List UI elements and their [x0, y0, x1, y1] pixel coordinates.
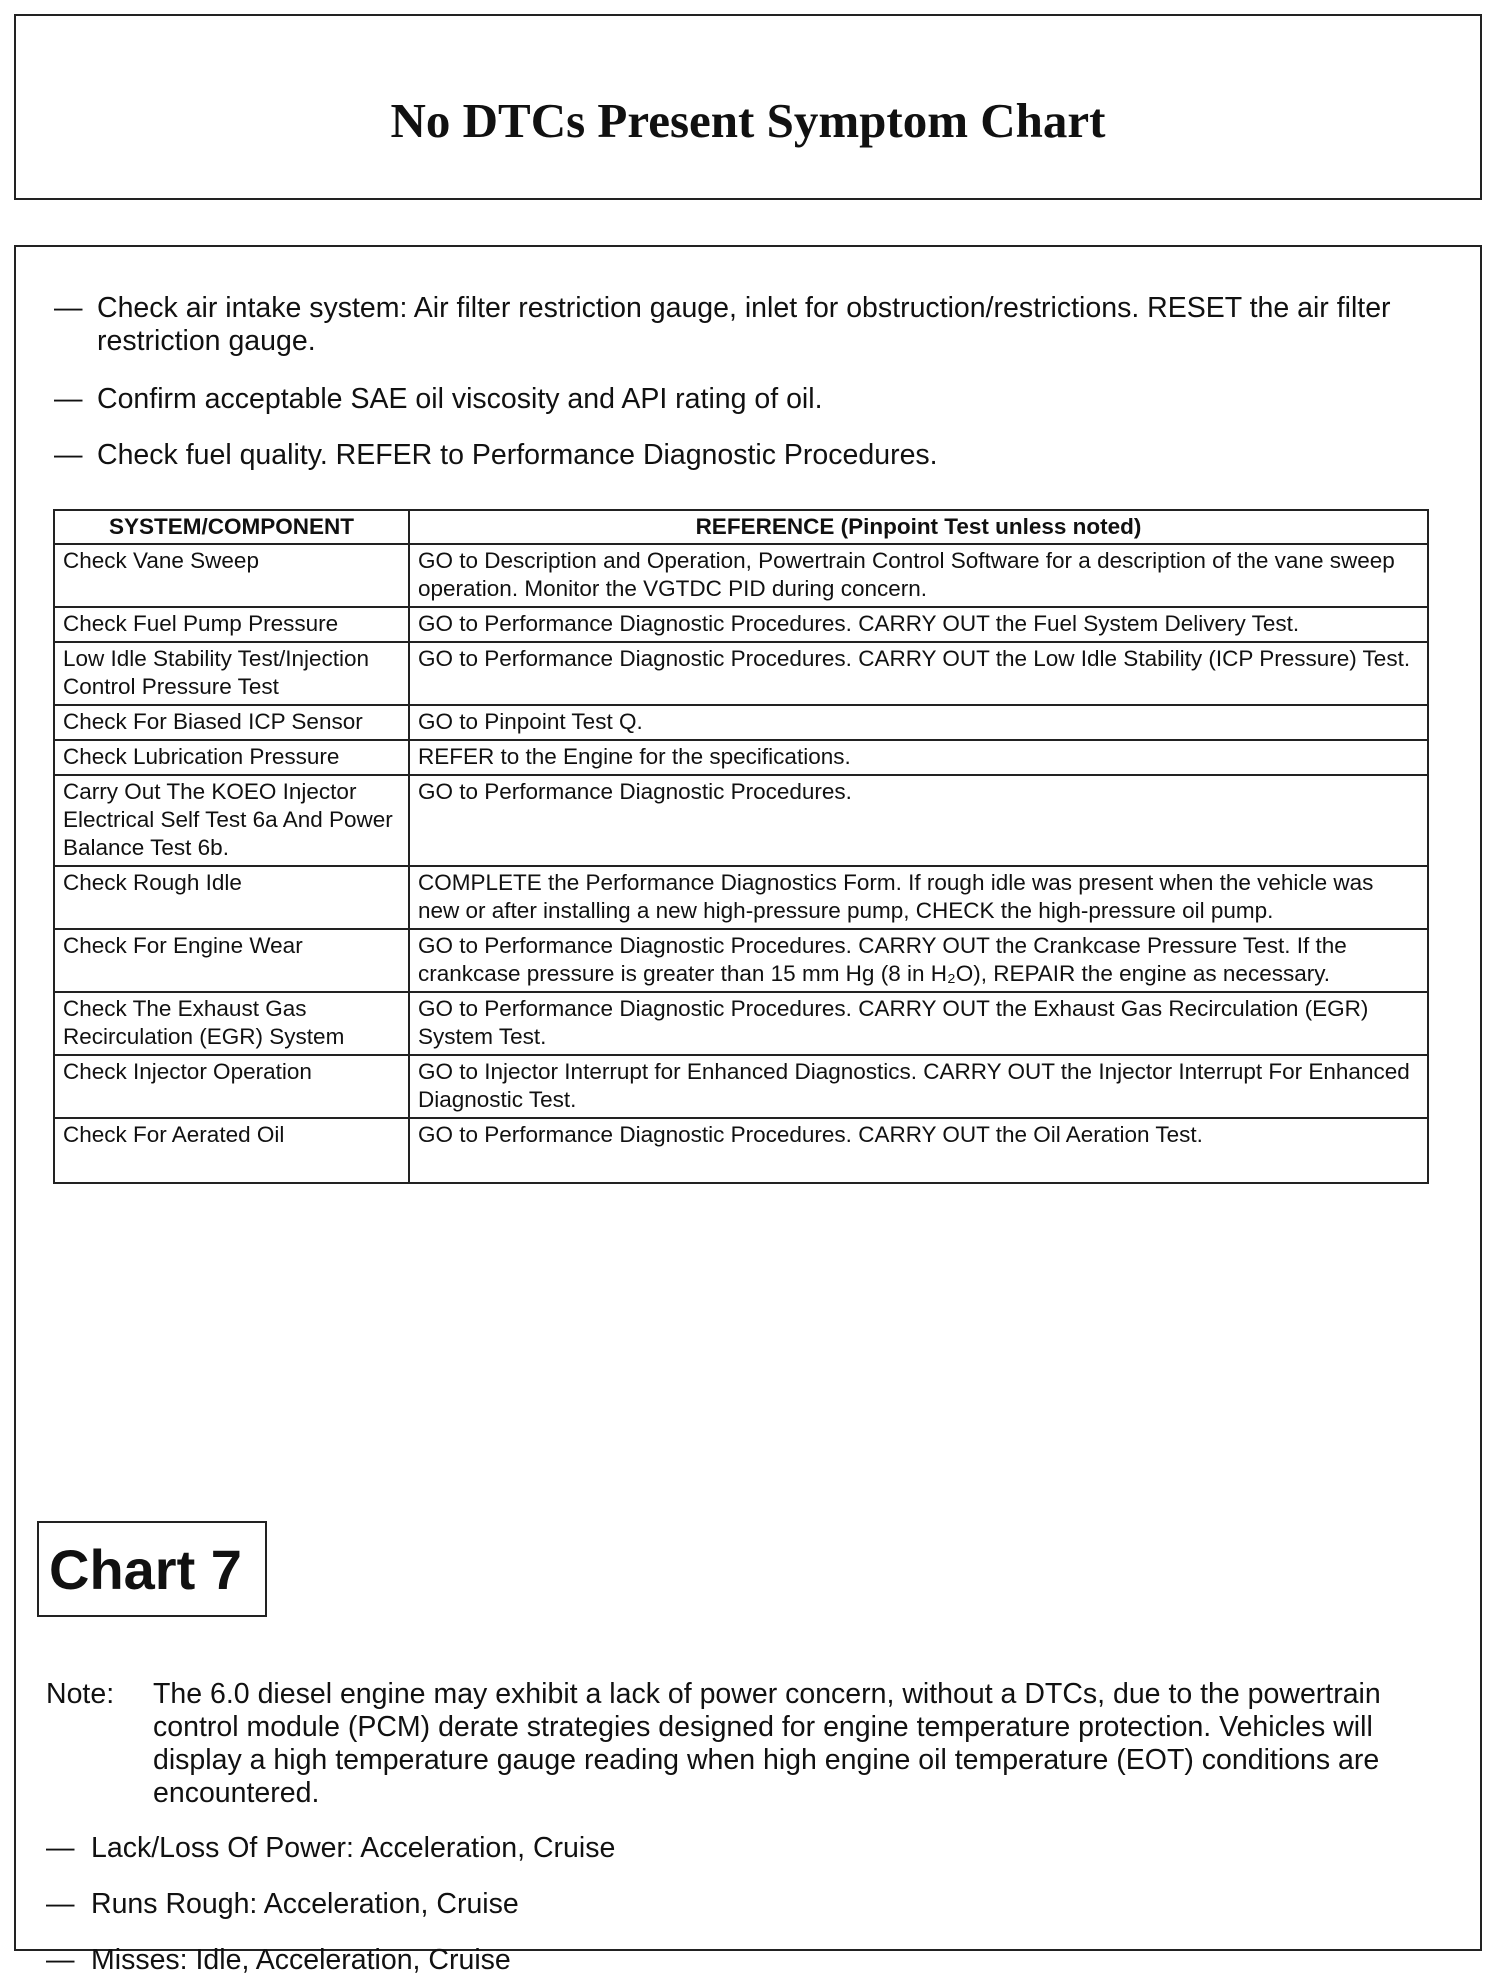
table-row [54, 740, 1428, 775]
table-row [54, 775, 1428, 866]
note-text: The 6.0 diesel engine may exhibit a lack of power concern, without a DTCs, due to the powertrain control module (PCM) derate strategies designed for engine temperature protection. Vehicles will display a high temperature gauge reading when high engine oil temperature (EOT) conditions are encountered. [153, 1678, 1381, 1809]
bullet-text: Check fuel quality. REFER to Performance Diagnostic Procedures. [97, 439, 938, 471]
table-row [54, 992, 1428, 1055]
intro-bullet [54, 383, 1440, 416]
reference-cell: GO to Performance Diagnostic Procedures. CARRY OUT the Low Idle Stability (ICP Pressure) Test. [409, 642, 1428, 705]
column-header-system: SYSTEM/COMPONENT [54, 510, 409, 544]
system-cell: Check Lubrication Pressure [54, 740, 409, 775]
note-paragraph [46, 1678, 1420, 1810]
bullet-dash: — [54, 292, 83, 324]
main-content-box [14, 245, 1482, 1976]
system-cell: Check The Exhaust Gas Recirculation (EGR) System [54, 992, 409, 1055]
table-row [54, 544, 1428, 607]
reference-cell: GO to Injector Interrupt for Enhanced Diagnostics. CARRY OUT the Injector Interrupt For Enhanced Diagnostic Test. [409, 1055, 1428, 1118]
table-row [54, 642, 1428, 705]
intro-bullet [54, 439, 1440, 472]
table-row [54, 607, 1428, 642]
table-row [54, 705, 1428, 740]
reference-cell: GO to Performance Diagnostic Procedures. CARRY OUT the Exhaust Gas Recirculation (EGR) System Test. [409, 992, 1428, 1055]
system-cell: Check Fuel Pump Pressure [54, 607, 409, 642]
note-label: Note: [46, 1678, 115, 1710]
system-cell: Check Injector Operation [54, 1055, 409, 1118]
bullet-text: Lack/Loss Of Power: Acceleration, Cruise [91, 1832, 616, 1864]
bullet-text: Check air intake system: Air filter restriction gauge, inlet for obstruction/restrictions. RESET the air filter restriction gauge. [97, 292, 1391, 357]
chart-7-label: Chart 7 [49, 1538, 242, 1601]
system-cell: Check For Biased ICP Sensor [54, 705, 409, 740]
bullet-dash: — [46, 1832, 75, 1864]
bullet-dash: — [46, 1888, 75, 1920]
bullet-text: Runs Rough: Acceleration, Cruise [91, 1888, 519, 1920]
system-cell: Low Idle Stability Test/Injection Control Pressure Test [54, 642, 409, 705]
bullet-text: Misses: Idle, Acceleration, Cruise [91, 1944, 511, 1976]
reference-cell: GO to Pinpoint Test Q. [409, 705, 1428, 740]
table-row [54, 1118, 1428, 1183]
page-title: No DTCs Present Symptom Chart [390, 93, 1106, 148]
system-cell: Check For Engine Wear [54, 929, 409, 992]
reference-table [53, 509, 1429, 1184]
system-cell: Carry Out The KOEO Injector Electrical Self Test 6a And Power Balance Test 6b. [54, 775, 409, 866]
reference-cell: GO to Performance Diagnostic Procedures. CARRY OUT the Oil Aeration Test. [409, 1118, 1428, 1183]
table-row [54, 929, 1428, 992]
reference-cell: GO to Performance Diagnostic Procedures. CARRY OUT the Fuel System Delivery Test. [409, 607, 1428, 642]
system-cell: Check For Aerated Oil [54, 1118, 409, 1183]
bullet-dash: — [54, 383, 83, 415]
reference-cell: REFER to the Engine for the specifications. [409, 740, 1428, 775]
symptom-bullet [46, 1888, 1440, 1921]
column-header-reference: REFERENCE (Pinpoint Test unless noted) [409, 510, 1428, 544]
table-header-row [54, 510, 1428, 544]
reference-cell: COMPLETE the Performance Diagnostics Form. If rough idle was present when the vehicle was new or after installing a new high-pressure pump, CHECK the high-pressure oil pump. [409, 866, 1428, 929]
symptom-bullet [46, 1944, 1440, 1977]
system-cell: Check Rough Idle [54, 866, 409, 929]
system-cell: Check Vane Sweep [54, 544, 409, 607]
reference-cell: GO to Performance Diagnostic Procedures. CARRY OUT the Crankcase Pressure Test. If the crankcase pressure is greater than 15 mm Hg (8 in H₂O), REPAIR the engine as necessary. [409, 929, 1428, 992]
bullet-dash: — [54, 439, 83, 471]
reference-cell: GO to Performance Diagnostic Procedures. [409, 775, 1428, 866]
bullet-text: Confirm acceptable SAE oil viscosity and API rating of oil. [97, 383, 823, 415]
reference-cell: GO to Description and Operation, Powertrain Control Software for a description of the vane sweep operation. Monitor the VGTDC PID during concern. [409, 544, 1428, 607]
chart-7-heading-box [37, 1521, 267, 1617]
bullet-dash: — [46, 1944, 75, 1976]
symptom-bullet [46, 1832, 1440, 1865]
title-box [14, 14, 1482, 200]
table-row [54, 1055, 1428, 1118]
table-row [54, 866, 1428, 929]
intro-bullet [54, 292, 1440, 358]
